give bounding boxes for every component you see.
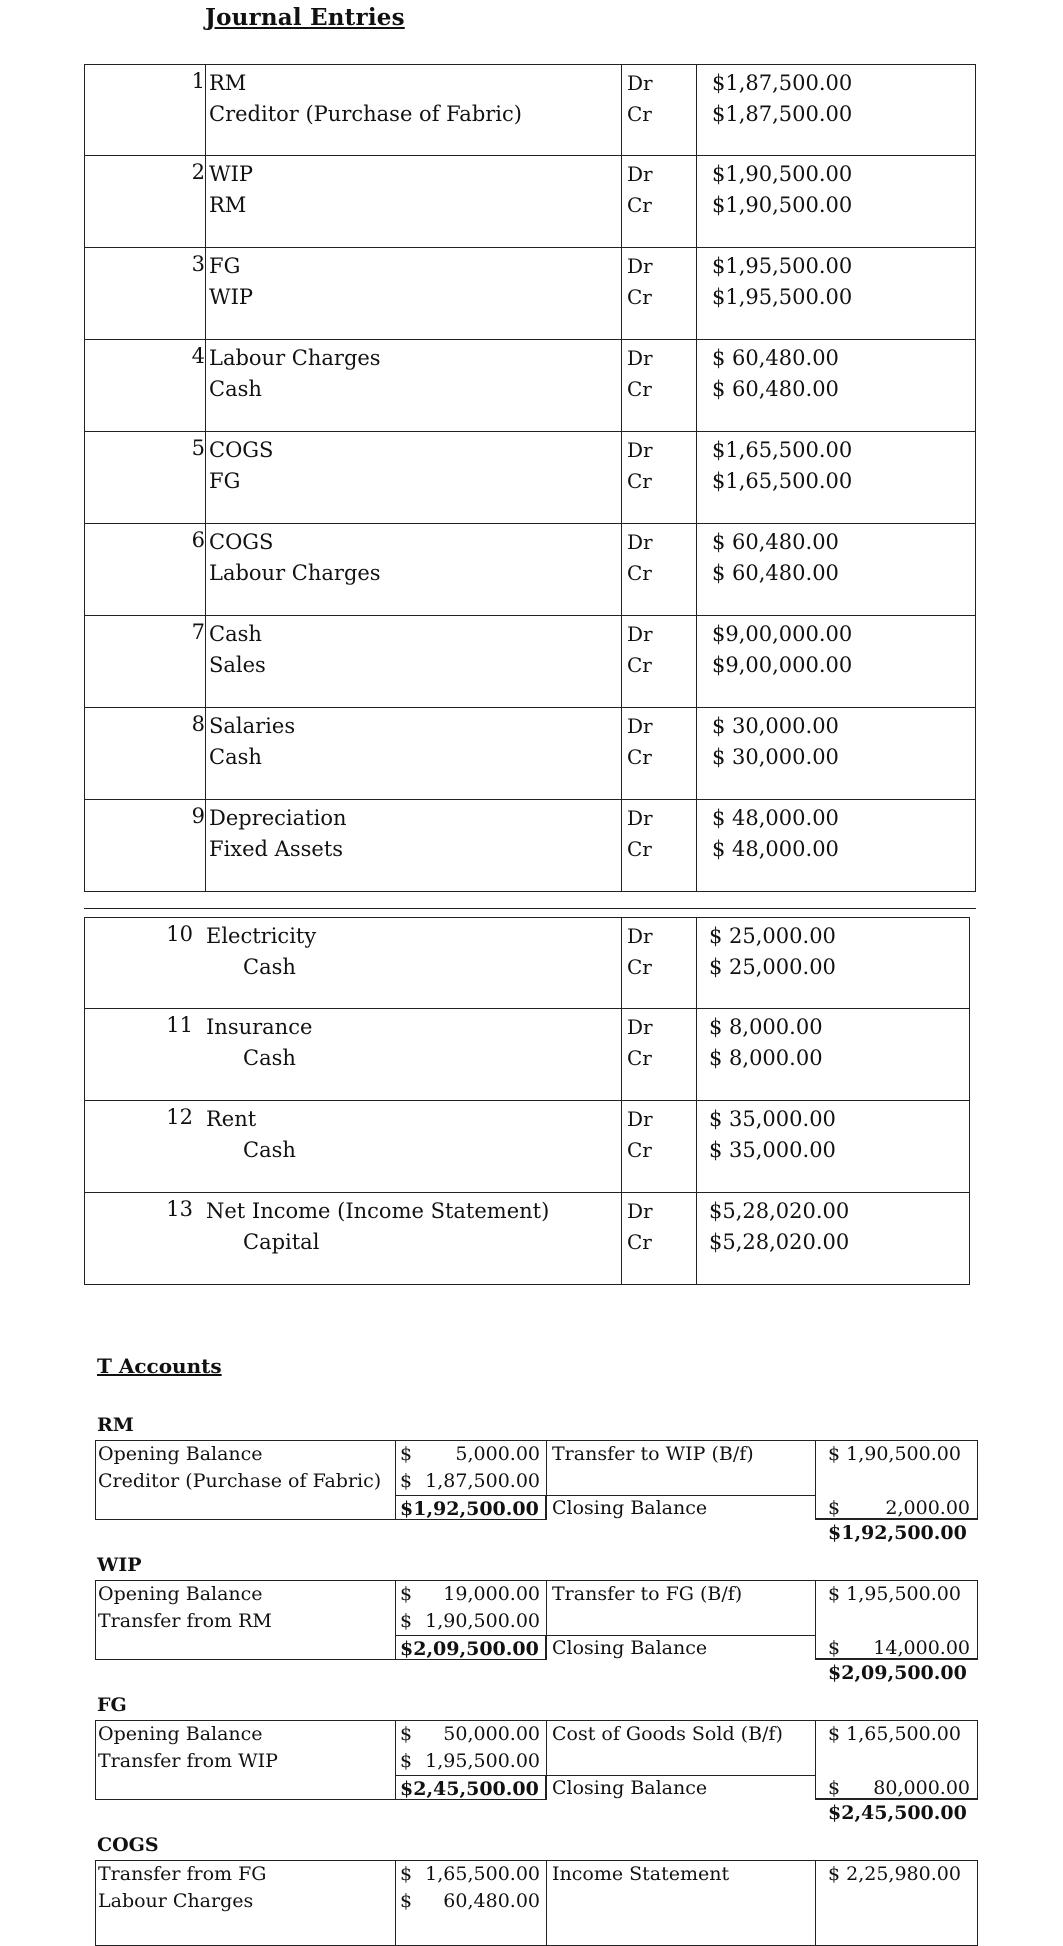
credit-total: $1,92,500.00 [828, 1522, 967, 1544]
debit-account: WIP [209, 162, 254, 186]
column-divider [696, 1193, 697, 1284]
column-divider [696, 1009, 697, 1100]
entry-amounts [712, 251, 852, 313]
total-rule [815, 1518, 978, 1519]
currency-sign: $ [400, 1863, 413, 1885]
column-divider [205, 524, 206, 615]
entry-accounts [206, 921, 316, 983]
credit-amount: $ 30,000.00 [712, 745, 839, 769]
column-divider [696, 65, 697, 155]
entry-accounts [209, 251, 253, 313]
column-divider [621, 708, 622, 799]
amount-value: 19,000.00 [443, 1583, 540, 1605]
amount-value: 60,480.00 [443, 1890, 540, 1912]
table-divider [84, 908, 976, 909]
credit-account: WIP [209, 285, 254, 309]
dr-label: Dr [627, 622, 653, 646]
credit-account: Sales [209, 653, 266, 677]
column-divider [696, 1101, 697, 1192]
credit-amount: $1,87,500.00 [712, 102, 853, 126]
column-divider [621, 432, 622, 523]
credit-line-amount: $ 1,95,500.00 [828, 1583, 961, 1605]
currency-sign: $ [400, 1750, 413, 1772]
credit-amount: $1,95,500.00 [712, 285, 853, 309]
credit-account: Cash [243, 1138, 296, 1162]
cr-label: Cr [627, 377, 652, 401]
debit-account: Labour Charges [209, 346, 381, 370]
credit-account: Creditor (Purchase of Fabric) [209, 102, 522, 126]
column-divider [696, 800, 697, 891]
entry-amounts [712, 68, 852, 130]
dr-label: Dr [627, 438, 653, 462]
debit-amount: $1,95,500.00 [712, 254, 853, 278]
journal-title: Journal Entries [205, 4, 405, 31]
entry-number: 11 [166, 1013, 193, 1037]
dr-cr-labels [627, 343, 653, 405]
column-divider [696, 708, 697, 799]
column-divider [205, 708, 206, 799]
column-divider [395, 1580, 396, 1636]
cr-label: Cr [627, 561, 652, 585]
dr-cr-labels [627, 251, 653, 313]
debit-total: $2,45,500.00 [400, 1778, 539, 1800]
column-divider [395, 1440, 396, 1496]
entry-number: 9 [191, 804, 205, 828]
dr-label: Dr [627, 162, 653, 186]
amount-value: 14,000.00 [873, 1637, 970, 1659]
credit-line-amount: $ 1,90,500.00 [828, 1443, 961, 1465]
cr-label: Cr [627, 102, 652, 126]
dr-label: Dr [627, 254, 653, 278]
entry-accounts [209, 803, 347, 865]
debit-line-label: Creditor (Purchase of Fabric) [98, 1470, 382, 1492]
debit-account: Salaries [209, 714, 296, 738]
account-name: WIP [97, 1554, 142, 1576]
entry-number: 2 [191, 160, 205, 184]
column-divider [205, 432, 206, 523]
debit-line-amount [400, 1721, 540, 1748]
column-divider [696, 524, 697, 615]
account-name: FG [97, 1694, 127, 1716]
column-divider [395, 1860, 396, 1946]
credit-line-amount: $ 1,65,500.00 [828, 1723, 961, 1745]
dr-label: Dr [627, 1107, 653, 1131]
closing-balance-label: Closing Balance [552, 1497, 708, 1519]
cr-label: Cr [627, 837, 652, 861]
debit-amount: $1,90,500.00 [712, 162, 853, 186]
debit-account: Rent [206, 1107, 257, 1131]
credit-account: Cash [209, 377, 262, 401]
debit-account: Cash [209, 622, 262, 646]
dr-label: Dr [627, 924, 653, 948]
cr-label: Cr [627, 1046, 652, 1070]
column-divider [205, 248, 206, 339]
credit-line-amount: $ 2,25,980.00 [828, 1863, 961, 1885]
journal-entry-row [84, 1193, 970, 1285]
entry-amounts [712, 343, 839, 405]
entry-amounts [712, 711, 839, 773]
closing-balance-label: Closing Balance [552, 1777, 708, 1799]
column-divider [205, 340, 206, 431]
entry-number: 8 [191, 712, 205, 736]
credit-total: $2,45,500.00 [828, 1802, 967, 1824]
column-divider [696, 156, 697, 247]
dr-cr-labels [627, 435, 653, 497]
cr-label: Cr [627, 1138, 652, 1162]
amount-value: 5,000.00 [455, 1443, 540, 1465]
currency-sign: $ [400, 1443, 413, 1465]
column-divider [205, 616, 206, 707]
amount-value: 1,65,500.00 [425, 1863, 540, 1885]
entry-number: 5 [191, 436, 205, 460]
credit-account: Cash [243, 955, 296, 979]
journal-entry-row [84, 156, 976, 248]
entry-accounts [209, 619, 266, 681]
credit-amount: $5,28,020.00 [709, 1230, 850, 1254]
entry-number: 6 [191, 528, 205, 552]
dr-cr-labels [627, 1196, 653, 1258]
entry-number: 4 [191, 344, 205, 368]
entry-amounts [709, 1012, 823, 1074]
cr-label: Cr [627, 469, 652, 493]
column-divider [621, 340, 622, 431]
account-name: RM [97, 1414, 134, 1436]
column-divider [621, 616, 622, 707]
dr-label: Dr [627, 71, 653, 95]
entry-accounts [209, 68, 522, 130]
credit-account: Cash [209, 745, 262, 769]
debit-amount: $5,28,020.00 [709, 1199, 850, 1223]
column-divider [621, 918, 622, 1008]
journal-entry-row [84, 1009, 970, 1101]
total-rule [815, 1798, 978, 1799]
debit-amount: $1,87,500.00 [712, 71, 853, 95]
amount-value: 50,000.00 [443, 1723, 540, 1745]
column-divider [205, 156, 206, 247]
debit-line-label: Opening Balance [98, 1443, 263, 1465]
journal-entry-row [84, 800, 976, 892]
entry-number: 7 [191, 620, 205, 644]
debit-line-amount [400, 1748, 540, 1775]
amount-value: 80,000.00 [873, 1777, 970, 1799]
debit-line-amount [400, 1581, 540, 1608]
entry-amounts [712, 619, 852, 681]
credit-amount: $1,90,500.00 [712, 193, 853, 217]
entry-number: 12 [166, 1105, 193, 1129]
dr-label: Dr [627, 714, 653, 738]
entry-accounts [206, 1196, 549, 1258]
debit-total: $1,92,500.00 [400, 1498, 539, 1520]
debit-account: Electricity [206, 924, 317, 948]
debit-account: FG [209, 254, 241, 278]
credit-account: Fixed Assets [209, 837, 344, 861]
debit-amount: $ 60,480.00 [712, 346, 839, 370]
dr-cr-labels [627, 159, 653, 221]
column-divider [621, 800, 622, 891]
currency-sign: $ [400, 1610, 413, 1632]
closing-balance-label: Closing Balance [552, 1637, 708, 1659]
cr-label: Cr [627, 193, 652, 217]
amount-value: 1,95,500.00 [425, 1750, 540, 1772]
entry-accounts [209, 527, 381, 589]
column-divider [696, 918, 697, 1008]
debit-line-label: Labour Charges [98, 1890, 254, 1912]
debit-amount: $ 48,000.00 [712, 806, 839, 830]
debit-amount: $ 25,000.00 [709, 924, 836, 948]
entry-amounts [712, 435, 852, 497]
credit-line-label: Cost of Goods Sold (B/f) [552, 1723, 783, 1745]
debit-line-label: Transfer from RM [98, 1610, 272, 1632]
dr-label: Dr [627, 1199, 653, 1223]
column-divider [621, 156, 622, 247]
credit-amount: $9,00,000.00 [712, 653, 853, 677]
entry-accounts [206, 1104, 296, 1166]
entry-amounts [712, 159, 852, 221]
debit-line-label: Opening Balance [98, 1583, 263, 1605]
credit-amount: $ 60,480.00 [712, 561, 839, 585]
currency-sign: $ [400, 1890, 413, 1912]
credit-amount: $ 60,480.00 [712, 377, 839, 401]
debit-account: Net Income (Income Statement) [206, 1199, 550, 1223]
debit-line-amount [400, 1608, 540, 1635]
credit-account: Cash [243, 1046, 296, 1070]
amount-value: 1,90,500.00 [425, 1610, 540, 1632]
debit-total: $2,09,500.00 [400, 1638, 539, 1660]
debit-line-amount [400, 1441, 540, 1468]
entry-number: 3 [191, 252, 205, 276]
dr-cr-labels [627, 1012, 653, 1074]
cr-label: Cr [627, 955, 652, 979]
column-divider [395, 1720, 396, 1776]
debit-account: RM [209, 71, 247, 95]
entry-amounts [709, 1196, 849, 1258]
credit-account: Labour Charges [209, 561, 381, 585]
dr-cr-labels [627, 711, 653, 773]
entry-accounts [206, 1012, 312, 1074]
entry-accounts [209, 343, 381, 405]
dr-cr-labels [627, 619, 653, 681]
debit-line-label: Transfer from FG [98, 1863, 267, 1885]
debit-line-amount [400, 1468, 540, 1495]
entry-accounts [209, 435, 273, 497]
debit-amount: $ 35,000.00 [709, 1107, 836, 1131]
column-divider [696, 432, 697, 523]
debit-amount: $ 30,000.00 [712, 714, 839, 738]
credit-amount: $ 48,000.00 [712, 837, 839, 861]
credit-line-label: Income Statement [552, 1863, 730, 1885]
currency-sign: $ [828, 1777, 841, 1799]
entry-amounts [709, 1104, 836, 1166]
journal-entry-row [84, 524, 976, 616]
credit-account: Capital [243, 1230, 320, 1254]
column-divider [696, 616, 697, 707]
credit-line-label: Transfer to FG (B/f) [552, 1583, 743, 1605]
dr-cr-labels [627, 921, 653, 983]
cr-label: Cr [627, 653, 652, 677]
debit-amount: $9,00,000.00 [712, 622, 853, 646]
column-divider [621, 1101, 622, 1192]
journal-entry-row [84, 1101, 970, 1193]
cr-label: Cr [627, 285, 652, 309]
debit-line-label: Transfer from WIP [98, 1750, 278, 1772]
credit-amount: $ 35,000.00 [709, 1138, 836, 1162]
credit-amount: $ 8,000.00 [709, 1046, 823, 1070]
dr-label: Dr [627, 806, 653, 830]
t-accounts-title: T Accounts [97, 1354, 222, 1378]
credit-total: $2,09,500.00 [828, 1662, 967, 1684]
journal-entry-row [84, 248, 976, 340]
entry-amounts [709, 921, 836, 983]
credit-amount: $ 25,000.00 [709, 955, 836, 979]
dr-label: Dr [627, 530, 653, 554]
debit-account: Depreciation [209, 806, 347, 830]
journal-entry-row [84, 340, 976, 432]
currency-sign: $ [828, 1637, 841, 1659]
entry-number: 1 [191, 69, 205, 93]
dr-cr-labels [627, 527, 653, 589]
entry-accounts [209, 711, 295, 773]
column-divider [205, 65, 206, 155]
currency-sign: $ [828, 1497, 841, 1519]
entry-accounts [209, 159, 253, 221]
journal-entry-row [84, 64, 976, 156]
debit-amount: $ 60,480.00 [712, 530, 839, 554]
column-divider [696, 248, 697, 339]
dr-label: Dr [627, 346, 653, 370]
credit-line-label: Transfer to WIP (B/f) [552, 1443, 754, 1465]
journal-entry-row [84, 432, 976, 524]
credit-account: RM [209, 193, 247, 217]
journal-entry-row [84, 708, 976, 800]
entry-amounts [712, 527, 839, 589]
dr-cr-labels [627, 68, 653, 130]
debit-account: COGS [209, 438, 274, 462]
debit-line-label: Opening Balance [98, 1723, 263, 1745]
column-divider [621, 248, 622, 339]
entry-number: 10 [166, 922, 193, 946]
debit-line-amount [400, 1861, 540, 1888]
dr-label: Dr [627, 1015, 653, 1039]
column-divider [696, 340, 697, 431]
column-divider [205, 800, 206, 891]
column-divider [621, 1193, 622, 1284]
credit-amount: $1,65,500.00 [712, 469, 853, 493]
currency-sign: $ [400, 1583, 413, 1605]
column-divider [621, 524, 622, 615]
credit-account: FG [209, 469, 241, 493]
debit-line-amount [400, 1888, 540, 1915]
debit-amount: $1,65,500.00 [712, 438, 853, 462]
currency-sign: $ [400, 1470, 413, 1492]
debit-account: Insurance [206, 1015, 313, 1039]
debit-amount: $ 8,000.00 [709, 1015, 823, 1039]
debit-account: COGS [209, 530, 274, 554]
cr-label: Cr [627, 1230, 652, 1254]
currency-sign: $ [400, 1723, 413, 1745]
cr-label: Cr [627, 745, 652, 769]
dr-cr-labels [627, 803, 653, 865]
account-name: COGS [97, 1834, 159, 1856]
journal-entry-row [84, 917, 970, 1009]
amount-value: 2,000.00 [885, 1497, 970, 1519]
journal-entry-row [84, 616, 976, 708]
entry-amounts [712, 803, 839, 865]
total-rule [815, 1658, 978, 1659]
column-divider [621, 1009, 622, 1100]
entry-number: 13 [166, 1197, 193, 1221]
dr-cr-labels [627, 1104, 653, 1166]
column-divider [621, 65, 622, 155]
amount-value: 1,87,500.00 [425, 1470, 540, 1492]
